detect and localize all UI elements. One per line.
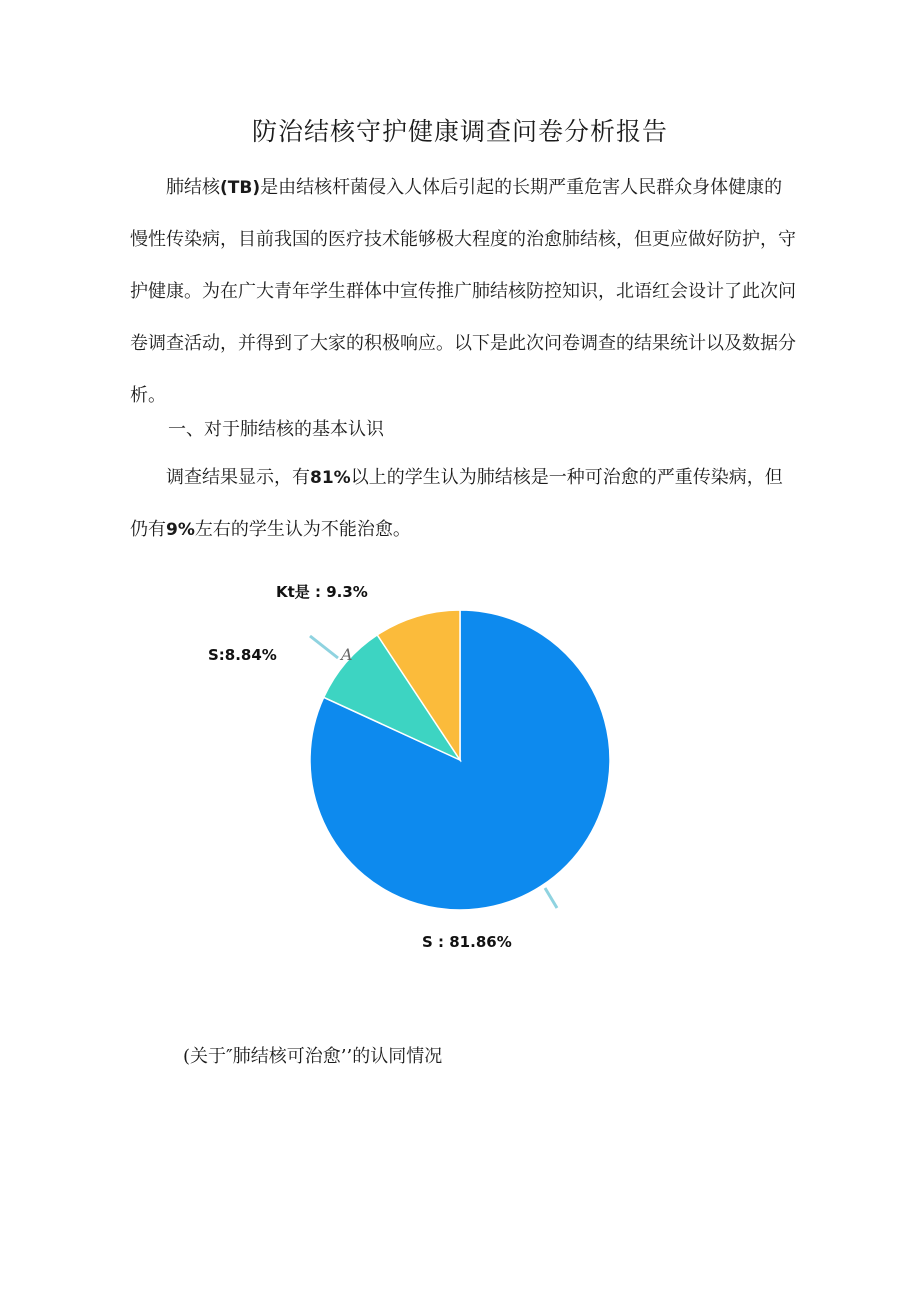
leader-line-top — [310, 636, 338, 658]
slice-label-s1: S : 81.86% — [422, 933, 512, 951]
result-9: 9% — [166, 520, 195, 540]
intro-text-a: 肺结核 — [166, 177, 220, 198]
section-heading: 一、对于肺结核的基本认识 — [168, 419, 384, 440]
chart-caption: (关于″肺结核可治愈’’的认同情况 — [183, 1046, 443, 1067]
intro-paragraph — [130, 162, 800, 422]
result-81: 81% — [310, 468, 351, 488]
pie-slices — [310, 610, 610, 910]
result-text-e: 左右的学生认为不能治愈。 — [194, 519, 411, 540]
pie-chart — [0, 560, 920, 980]
slice-label-kt: Kt是 : 9.3% — [276, 583, 368, 601]
page-title: 防治结核守护健康调查问卷分析报告 — [251, 117, 668, 146]
result-text-a: 调查结果显示，有 — [166, 467, 310, 488]
leader-line-bottom — [545, 888, 557, 908]
slice-label-s2: S:8.84% — [208, 646, 277, 664]
annotation-a: A — [341, 645, 353, 664]
intro-text-c: 是由结核杆菌侵入人体后引起的长期严重危害人民群众身体健康的慢性传染病，目前我国的医疗技术能够极大程度的治愈肺结核，但更应做好防护，守护健康。为在广大青年学生群体中宣传推广肺结核防控知识，北语红会设计了此次问卷调查活动，并得到了大家的积极响应。以下是此次问卷调查的结果统计以及数据分析。 — [130, 177, 796, 406]
intro-tb: (TB) — [220, 178, 261, 198]
result-text-c: 以上的学生认为肺结核是一种可治愈的严重传染病，但仍有 — [130, 467, 783, 540]
result-paragraph — [130, 452, 800, 556]
